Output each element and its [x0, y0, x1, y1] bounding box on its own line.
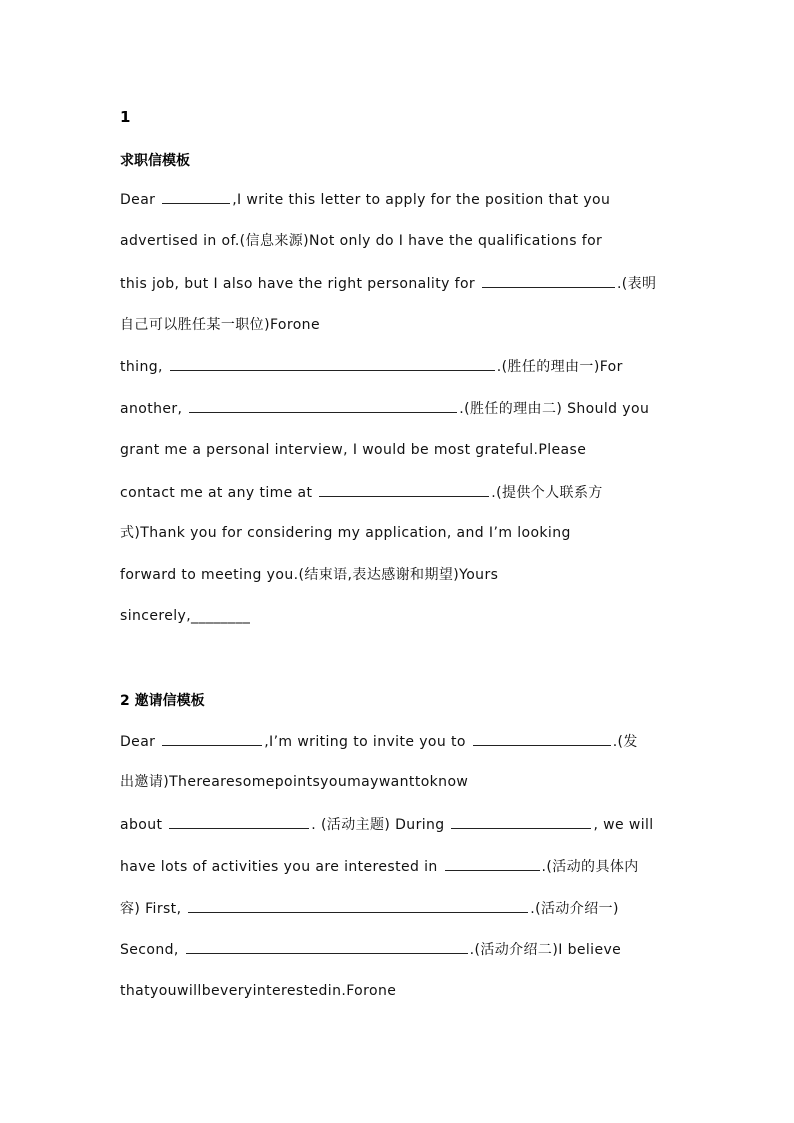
text-group — [120, 397, 649, 420]
text-segment: )Yours — [453, 567, 499, 583]
text-line — [120, 980, 673, 1002]
text-segment: one — [292, 317, 320, 333]
text-line — [120, 355, 673, 377]
text-segment: 胜 — [177, 317, 193, 333]
text-segment: another, — [120, 401, 188, 417]
text-segment: ) — [264, 317, 270, 333]
text-segment: , — [264, 734, 270, 750]
text-segment: 束 — [318, 567, 334, 583]
text-segment: 任 — [192, 317, 207, 333]
text-segment: points — [274, 774, 321, 790]
text-segment: 式) — [120, 525, 141, 541]
fill-in-blank — [451, 813, 591, 829]
text-segment: .(胜任的理由一) — [496, 359, 600, 375]
text-segment: 邀 — [134, 774, 149, 790]
fill-in-blank — [162, 188, 230, 204]
text-segment: 表 — [352, 567, 367, 583]
fill-in-blank — [170, 355, 495, 371]
fill-in-blank — [482, 272, 615, 288]
text-segment: this job, but I also have the right personality for — [120, 276, 480, 292]
text-segment: For — [599, 359, 623, 375]
text-line — [120, 771, 673, 793]
fill-in-blank — [445, 855, 540, 871]
text-line — [120, 188, 673, 210]
text-group — [120, 314, 320, 336]
text-segment: 自 — [120, 317, 135, 333]
text-group — [120, 439, 586, 461]
text-segment: There — [169, 774, 212, 790]
text-segment: ) — [163, 774, 170, 790]
text-segment: .(活动介绍二) — [469, 942, 559, 958]
text-segment: Not only do I have the qualifications for — [309, 233, 603, 249]
text-line — [120, 481, 673, 503]
text-segment: contact me at any time at — [120, 485, 318, 501]
text-segment: 谢 — [395, 567, 411, 583]
text-segment: will — [176, 983, 202, 999]
text-line — [120, 230, 673, 252]
text-segment: interested — [252, 983, 328, 999]
text-group — [120, 813, 654, 836]
text-line — [120, 314, 673, 336]
text-segment: 一 — [220, 317, 236, 333]
text-group — [120, 730, 638, 753]
fill-in-blank — [188, 897, 528, 913]
text-segment: you — [150, 983, 177, 999]
text-group — [120, 522, 571, 544]
fill-in-blank — [162, 730, 262, 746]
text-segment: .(提供个人联系方 — [491, 485, 603, 501]
text-segment: , we will — [593, 817, 654, 833]
text-segment: For — [346, 983, 369, 999]
text-segment: , — [347, 567, 353, 583]
text-segment: Thank you for considering my application, and I’m looking — [140, 525, 571, 541]
text-segment: some — [235, 774, 275, 790]
text-segment: .(表明 — [616, 276, 657, 292]
text-line — [120, 897, 673, 919]
text-line — [120, 397, 673, 419]
text-segment: 某 — [206, 317, 221, 333]
text-group — [120, 605, 250, 627]
text-line — [120, 522, 673, 544]
text-line — [120, 439, 673, 461]
text-segment: .(活动的具体内 — [541, 859, 639, 875]
text-segment: thing, — [120, 359, 168, 375]
text-segment: 感 — [381, 567, 396, 583]
fill-in-blank — [186, 938, 468, 954]
text-segment: .(活动介绍一) — [530, 901, 619, 917]
text-segment: want — [378, 774, 415, 790]
text-segment: For — [269, 317, 293, 333]
text-segment: you — [320, 774, 348, 790]
text-segment: .(胜任的理由二) Should you — [459, 401, 650, 417]
text-segment: Dear — [120, 192, 161, 208]
text-segment: 可 — [148, 317, 164, 333]
text-segment: 望 — [438, 567, 454, 583]
section-number: 1 — [120, 108, 131, 126]
text-line — [120, 605, 673, 627]
text-group — [120, 355, 623, 378]
text-line — [120, 813, 673, 835]
text-group — [120, 938, 621, 961]
fill-in-blank — [169, 813, 309, 829]
fill-in-blank — [319, 481, 489, 497]
text-group — [120, 897, 619, 920]
text-segment: 请 — [148, 774, 164, 790]
text-segment: 容) First, — [120, 901, 187, 917]
text-line — [120, 272, 673, 294]
text-segment: grant me a personal interview, I would be most grateful. — [120, 442, 539, 458]
text-segment: very — [220, 983, 253, 999]
text-segment: 职 — [235, 317, 250, 333]
text-group — [120, 771, 468, 793]
text-segment: 和 — [410, 567, 425, 583]
section-title-cover-letter: 求职信模板 — [120, 153, 190, 169]
text-segment: advertised in of.(信息来源) — [120, 233, 310, 249]
text-segment: Second, — [120, 942, 184, 958]
text-segment: 达 — [366, 567, 382, 583]
text-group — [120, 980, 396, 1002]
text-segment: to — [414, 774, 430, 790]
text-segment: about — [120, 817, 168, 833]
text-segment: 位 — [249, 317, 265, 333]
text-line — [120, 855, 673, 877]
text-segment: , — [232, 192, 238, 208]
text-segment: 以 — [163, 317, 178, 333]
text-line — [120, 938, 673, 960]
text-line — [120, 730, 673, 752]
text-segment: 语 — [333, 567, 348, 583]
fill-in-blank — [189, 397, 457, 413]
section-title-invitation-letter: 2 邀请信模板 — [120, 693, 205, 709]
text-segment: 己 — [134, 317, 149, 333]
text-segment: be — [201, 983, 221, 999]
text-segment: in. — [327, 983, 347, 999]
text-group — [120, 481, 603, 504]
text-segment: one — [368, 983, 397, 999]
text-segment: that — [120, 983, 151, 999]
text-group — [120, 188, 610, 211]
text-segment: Please — [538, 442, 587, 458]
text-segment: are — [211, 774, 236, 790]
text-segment: forward to meeting you.( — [120, 567, 305, 583]
text-segment: may — [347, 774, 379, 790]
text-segment: have lots of activities you are interested in — [120, 859, 443, 875]
text-segment: 结 — [304, 567, 319, 583]
text-group — [120, 272, 656, 295]
text-segment: 期 — [424, 567, 439, 583]
text-segment: sincerely,________ — [120, 608, 251, 624]
text-segment: .(发 — [612, 734, 638, 750]
text-segment: I’m writing to invite you to — [269, 734, 471, 750]
text-segment: I believe — [558, 942, 622, 958]
text-segment: Dear — [120, 734, 161, 750]
text-group — [120, 564, 498, 586]
text-group — [120, 230, 602, 252]
fill-in-blank — [473, 730, 611, 746]
text-line — [120, 564, 673, 586]
text-group — [120, 855, 639, 878]
text-segment: I write this letter to apply for the position that you — [237, 192, 611, 208]
text-segment: . (活动主题) During — [311, 817, 450, 833]
text-segment: know — [429, 774, 469, 790]
text-segment: 出 — [120, 774, 135, 790]
